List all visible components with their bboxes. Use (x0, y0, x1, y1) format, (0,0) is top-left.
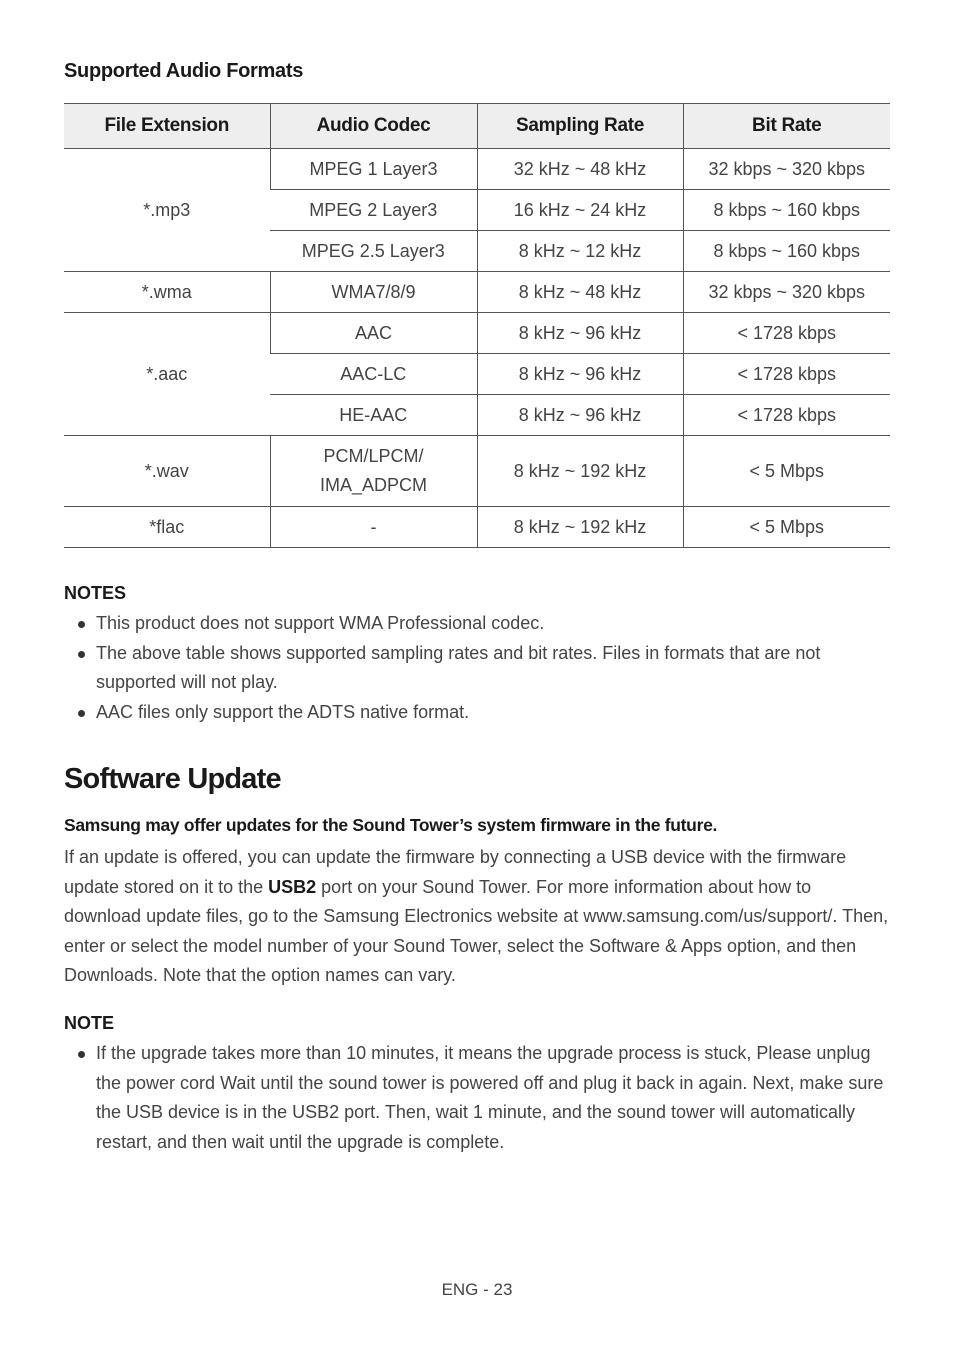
cell-extension: *.wma (64, 272, 270, 313)
cell-codec: HE-AAC (270, 395, 477, 436)
usb-port-label: USB2 (268, 876, 317, 897)
notes-list (64, 609, 890, 727)
cell-bit-rate: < 1728 kbps (683, 313, 890, 354)
cell-codec: MPEG 1 Layer3 (270, 149, 477, 190)
cell-extension: *flac (64, 507, 270, 548)
cell-bit-rate: < 1728 kbps (683, 354, 890, 395)
cell-codec: MPEG 2 Layer3 (270, 190, 477, 231)
cell-sampling-rate: 8 kHz ~ 96 kHz (477, 395, 683, 436)
table-row (64, 313, 890, 354)
cell-sampling-rate: 8 kHz ~ 96 kHz (477, 354, 683, 395)
cell-extension: *.wav (64, 436, 270, 507)
supported-formats-heading: Supported Audio Formats (64, 60, 304, 82)
list-item: AAC files only support the ADTS native format. (64, 698, 890, 728)
page-number: ENG - 23 (441, 1280, 513, 1299)
cell-codec: AAC-LC (270, 354, 477, 395)
table-row (64, 149, 890, 190)
software-update-title: Software Update (64, 763, 281, 795)
note-list (64, 1039, 890, 1157)
header-bit-rate: Bit Rate (683, 104, 890, 149)
cell-bit-rate: 32 kbps ~ 320 kbps (683, 272, 890, 313)
cell-bit-rate: 32 kbps ~ 320 kbps (683, 149, 890, 190)
cell-codec (270, 436, 477, 507)
body-text: port on your Sound Tower. For more information about how to download update files, go to the Samsung Electronics website at www.samsung.com/us/support/. Then, enter or select the model number of your Sound Tower, select the Software & Apps option, and then Downloads. Note that the option names can vary. (64, 876, 889, 985)
cell-bit-rate: < 5 Mbps (683, 507, 890, 548)
cell-codec: MPEG 2.5 Layer3 (270, 231, 477, 272)
audio-formats-table (64, 103, 890, 548)
header-sampling-rate: Sampling Rate (477, 104, 683, 149)
software-update-body (64, 843, 890, 991)
cell-bit-rate: 8 kbps ~ 160 kbps (683, 190, 890, 231)
cell-sampling-rate: 8 kHz ~ 192 kHz (477, 507, 683, 548)
cell-sampling-rate: 32 kHz ~ 48 kHz (477, 149, 683, 190)
cell-sampling-rate: 16 kHz ~ 24 kHz (477, 190, 683, 231)
cell-codec: AAC (270, 313, 477, 354)
table-header-row (64, 104, 890, 149)
cell-codec: WMA7/8/9 (270, 272, 477, 313)
cell-sampling-rate: 8 kHz ~ 192 kHz (477, 436, 683, 507)
body-text: If an update is offered, you can update the firmware by connecting a USB device with the firmware update stored on it to the (64, 847, 847, 897)
codec-line: IMA_ADPCM (319, 475, 427, 495)
header-file-extension: File Extension (64, 104, 270, 149)
table-row (64, 436, 890, 507)
list-item: If the upgrade takes more than 10 minutes, it means the upgrade process is stuck, Please unplug the power cord Wait until the sound tower is powered off and plug it back in again. Next, make sure the USB device is in the USB2 port. Then, wait 1 minute, and the sound tower will automatically restart, and then wait until the upgrade is complete. (64, 1039, 890, 1157)
cell-bit-rate: 8 kbps ~ 160 kbps (683, 231, 890, 272)
header-audio-codec: Audio Codec (270, 104, 477, 149)
cell-codec: - (270, 507, 477, 548)
cell-sampling-rate: 8 kHz ~ 96 kHz (477, 313, 683, 354)
note-label: NOTE (64, 1013, 115, 1033)
cell-extension: *.mp3 (64, 149, 270, 272)
list-item: This product does not support WMA Professional codec. (64, 609, 890, 639)
notes-label: NOTES (64, 583, 127, 603)
codec-line: PCM/LPCM/ (323, 446, 424, 466)
cell-bit-rate: < 1728 kbps (683, 395, 890, 436)
cell-sampling-rate: 8 kHz ~ 12 kHz (477, 231, 683, 272)
cell-extension: *.aac (64, 313, 270, 436)
table-row (64, 272, 890, 313)
cell-sampling-rate: 8 kHz ~ 48 kHz (477, 272, 683, 313)
software-update-lead: Samsung may offer updates for the Sound Tower’s system firmware in the future. (64, 815, 718, 835)
list-item: The above table shows supported sampling rates and bit rates. Files in formats that are not supported will not play. (64, 639, 890, 698)
cell-bit-rate: < 5 Mbps (683, 436, 890, 507)
table-row (64, 507, 890, 548)
